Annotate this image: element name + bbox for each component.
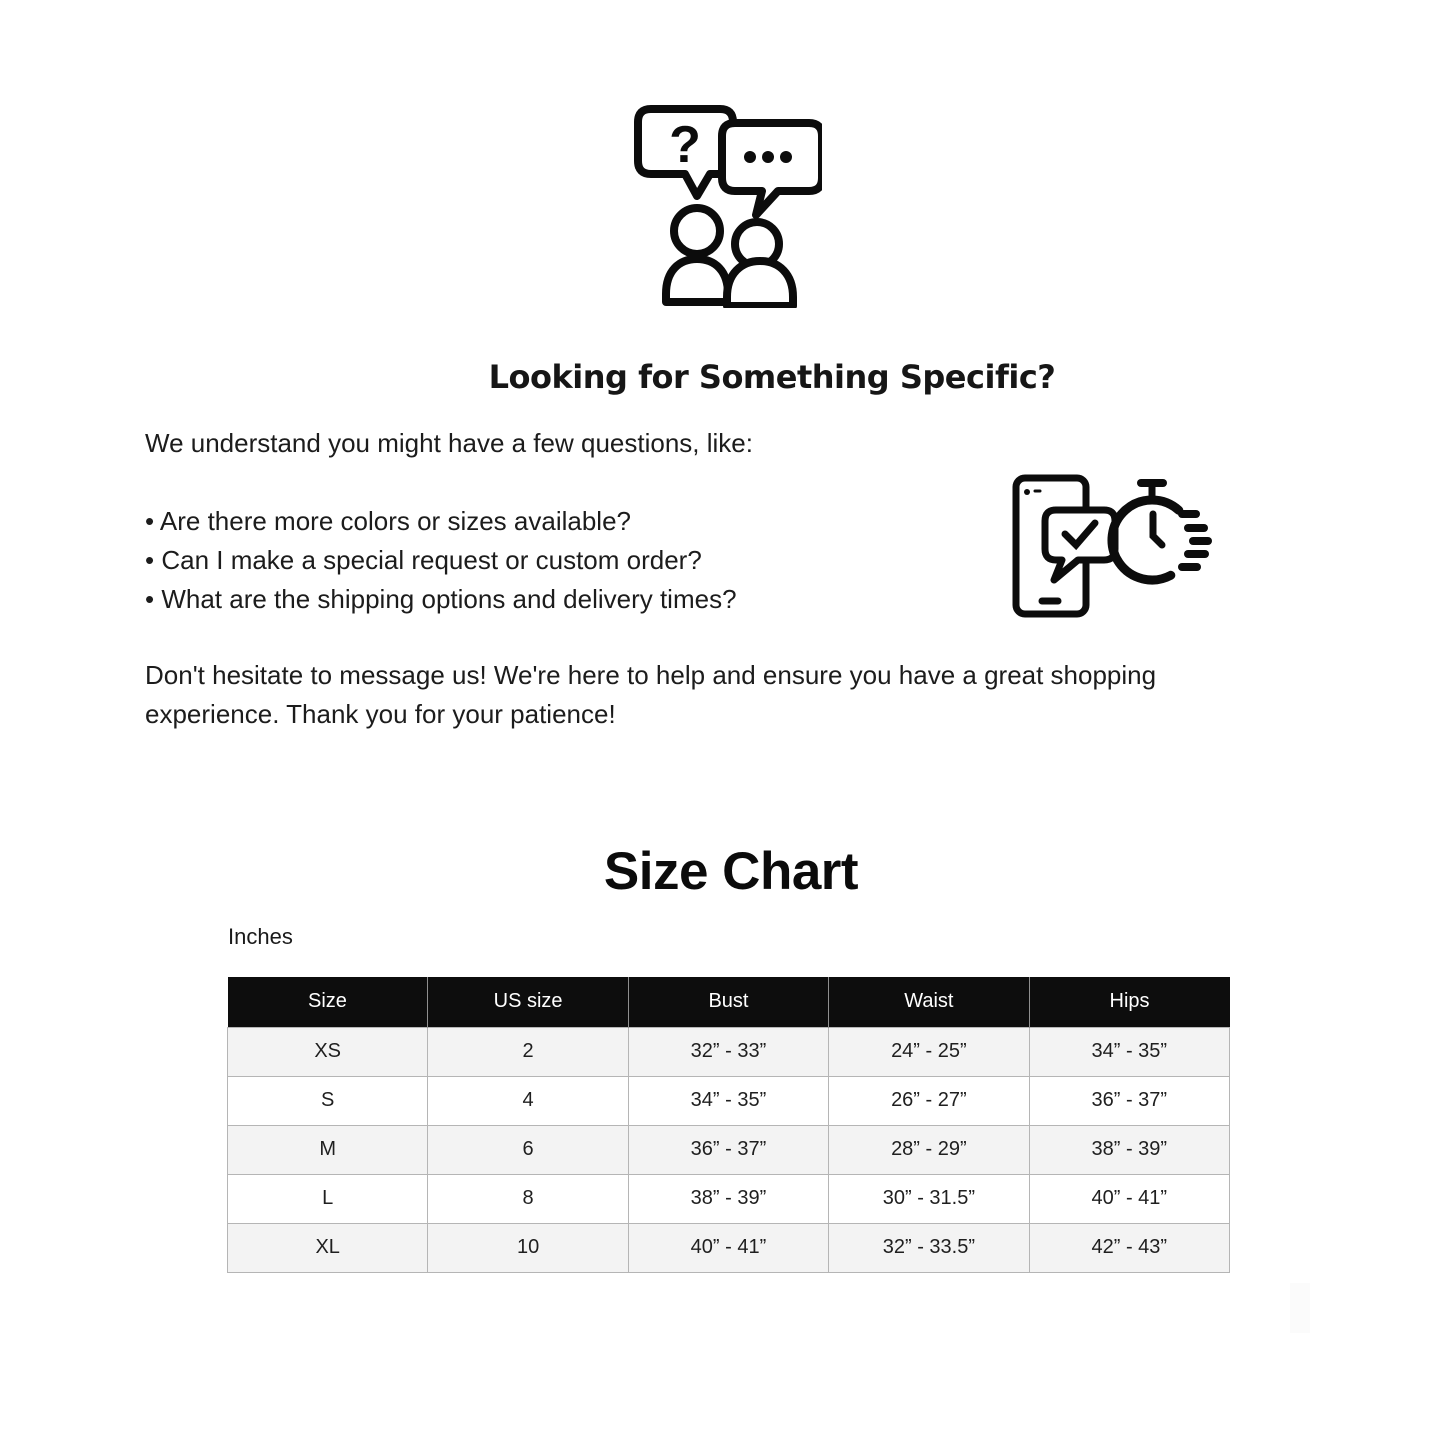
table-cell: L: [228, 1174, 428, 1223]
table-row: [228, 1174, 1230, 1223]
question-item: • Are there more colors or sizes available?: [145, 506, 631, 536]
table-cell: S: [228, 1076, 428, 1125]
table-cell: 42” - 43”: [1029, 1223, 1229, 1272]
closing-line: experience. Thank you for your patience!: [145, 699, 616, 729]
dots-bubble-icon: [722, 123, 822, 215]
column-header-us-size: US size: [428, 977, 628, 1027]
question-mark-glyph: ?: [669, 116, 701, 174]
chat-question-people-icon: [632, 103, 822, 308]
question-item: • What are the shipping options and delivery times?: [145, 584, 737, 614]
question-list: [145, 502, 737, 619]
dot-icon: [762, 151, 774, 163]
table-header-row: [228, 977, 1230, 1027]
phone-message-stopwatch-icon: [1008, 470, 1218, 622]
column-header-bust: Bust: [628, 977, 828, 1027]
table-cell: 32” - 33”: [628, 1027, 828, 1076]
table-cell: M: [228, 1125, 428, 1174]
table-cell: 24” - 25”: [829, 1027, 1029, 1076]
speed-lines-icon: [1182, 514, 1208, 567]
closing-text: [145, 656, 1325, 734]
table-cell: 30” - 31.5”: [829, 1174, 1029, 1223]
table-cell: 38” - 39”: [1029, 1125, 1229, 1174]
table-row: [228, 1125, 1230, 1174]
size-chart-title: Size Chart: [603, 842, 859, 901]
table-cell: 8: [428, 1174, 628, 1223]
intro-text: We understand you might have a few questions, like:: [145, 428, 753, 458]
table-cell: 4: [428, 1076, 628, 1125]
table-cell: 6: [428, 1125, 628, 1174]
table-cell: 36” - 37”: [628, 1125, 828, 1174]
column-header-waist: Waist: [829, 977, 1029, 1027]
size-chart-table: [227, 977, 1230, 1273]
person-icon: [727, 222, 793, 306]
table-cell: 28” - 29”: [829, 1125, 1029, 1174]
table-cell: 36” - 37”: [1029, 1076, 1229, 1125]
table-cell: 34” - 35”: [1029, 1027, 1229, 1076]
table-cell: 38” - 39”: [628, 1174, 828, 1223]
table-row: [228, 1223, 1230, 1272]
stopwatch-icon: [1112, 483, 1208, 580]
column-header-size: Size: [228, 977, 428, 1027]
table-cell: 34” - 35”: [628, 1076, 828, 1125]
table-cell: 40” - 41”: [628, 1223, 828, 1272]
table-cell: 2: [428, 1027, 628, 1076]
table-cell: 26” - 27”: [829, 1076, 1029, 1125]
table-cell: XL: [228, 1223, 428, 1272]
dot-icon: [780, 151, 792, 163]
column-header-hips: Hips: [1029, 977, 1229, 1027]
dot-icon: [744, 151, 756, 163]
table-row: [228, 1076, 1230, 1125]
table-cell: 10: [428, 1223, 628, 1272]
table-row: [228, 1027, 1230, 1076]
person-icon: [666, 208, 728, 302]
page-title: Looking for Something Specific?: [488, 358, 1056, 396]
table-cell: 40” - 41”: [1029, 1174, 1229, 1223]
units-label: Inches: [228, 924, 293, 949]
question-item: • Can I make a special request or custom order?: [145, 545, 702, 575]
table-cell: 32” - 33.5”: [829, 1223, 1029, 1272]
watermark: [1290, 1283, 1310, 1333]
table-cell: XS: [228, 1027, 428, 1076]
closing-line: Don't hesitate to message us! We're here to help and ensure you have a great shopping: [145, 660, 1157, 690]
